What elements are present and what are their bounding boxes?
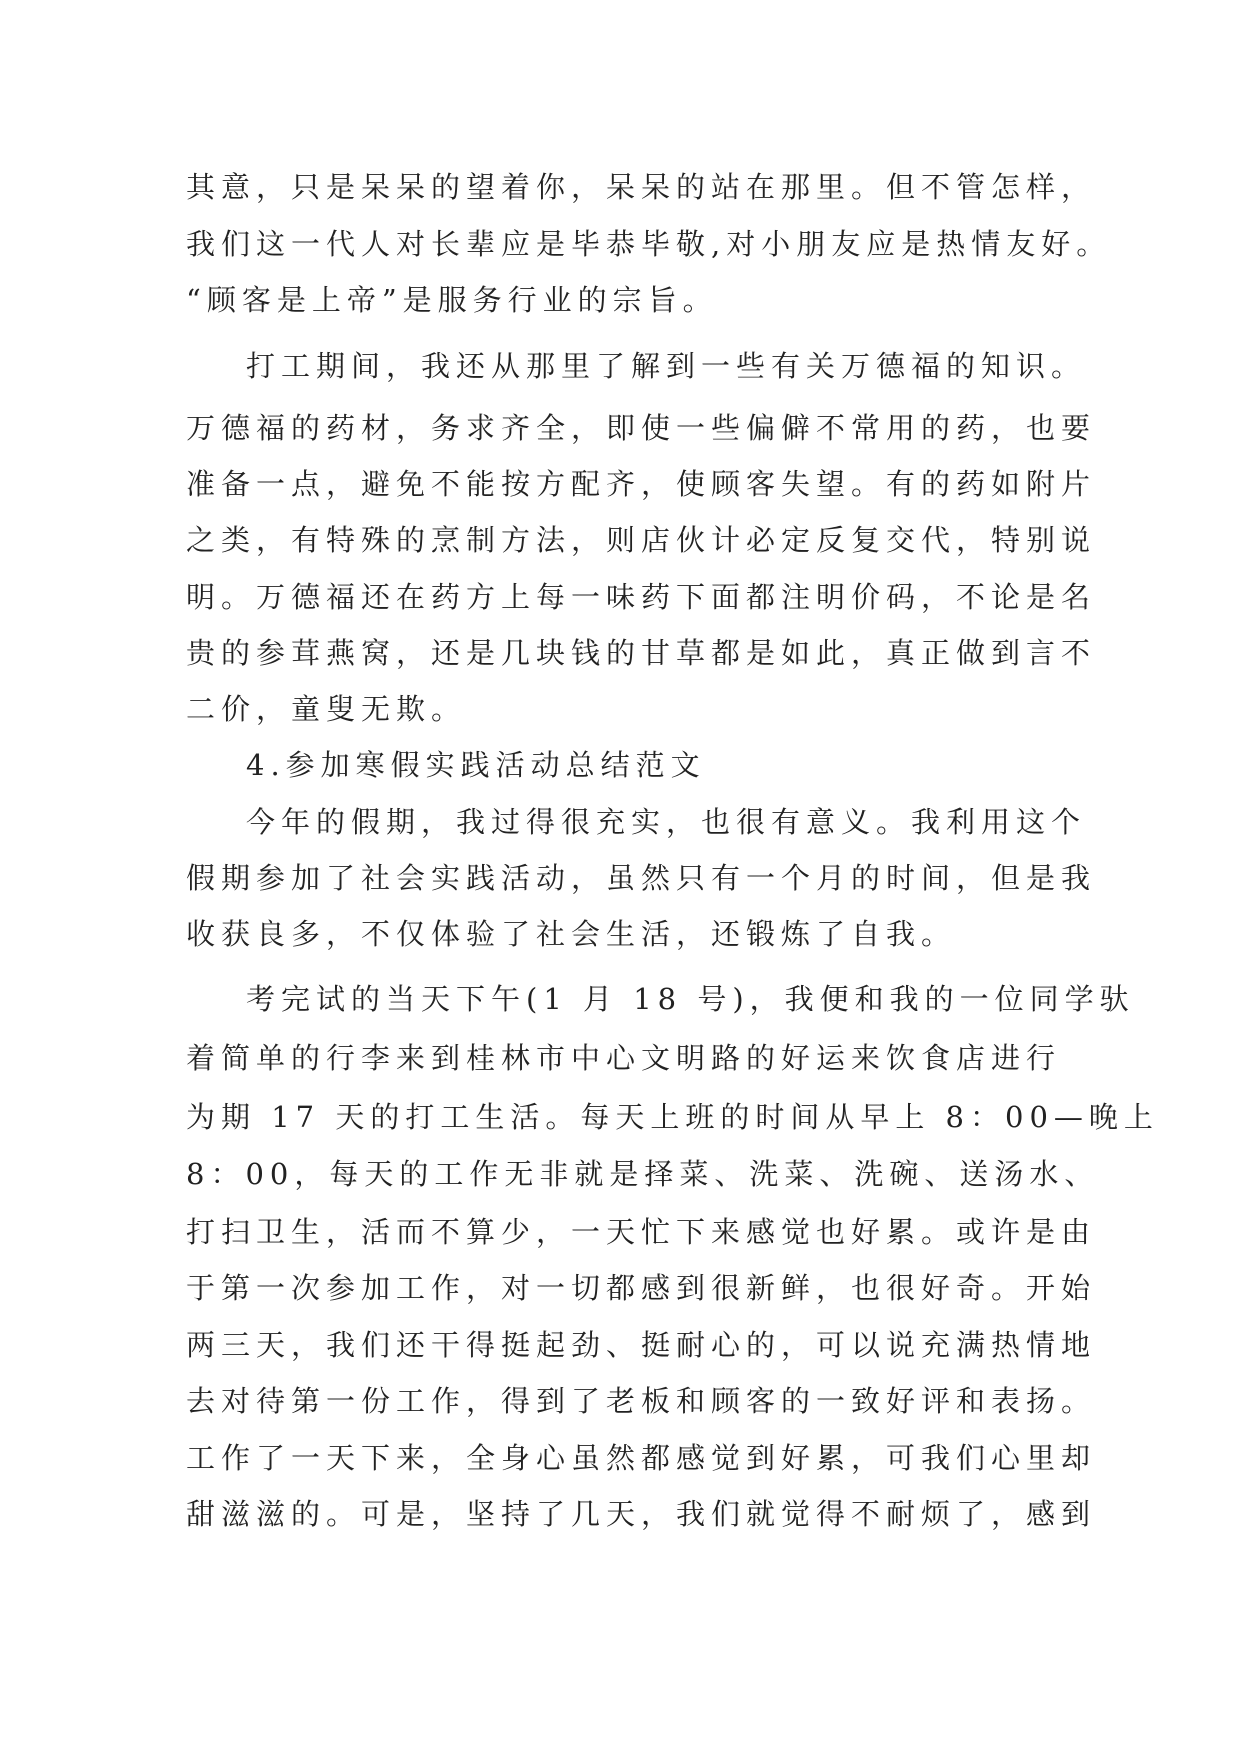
text-line: 二价，童叟无欺。: [186, 692, 467, 726]
text-line: 8：00，每天的工作无非就是择菜、洗菜、洗碗、送汤水、: [186, 1157, 1100, 1191]
text-line: 万德福的药材，务求齐全，即使一些偏僻不常用的药，也要: [186, 411, 1097, 445]
text-line: 假期参加了社会实践活动，虽然只有一个月的时间，但是我: [186, 861, 1097, 895]
text-line: 于第一次参加工作，对一切都感到很新鲜，也很好奇。开始: [186, 1271, 1097, 1305]
text-line: 两三天，我们还干得挺起劲、挺耐心的，可以说充满热情地: [186, 1328, 1097, 1362]
text-line: 着简单的行李来到桂林市中心文明路的好运来饮食店进行: [186, 1041, 1062, 1075]
text-line: 收获良多，不仅体验了社会生活，还锻炼了自我。: [186, 917, 957, 951]
text-line: 甜滋滋的。可是，坚持了几天，我们就觉得不耐烦了，感到: [186, 1497, 1097, 1531]
text-line: 准备一点，避免不能按方配齐，使顾客失望。有的药如附片: [186, 467, 1097, 501]
text-line: 明。万德福还在药方上每一味药下面都注明价码，不论是名: [186, 580, 1097, 614]
text-line: 打工期间，我还从那里了解到一些有关万德福的知识。: [246, 349, 1087, 383]
text-line: 打扫卫生，活而不算少，一天忙下来感觉也好累。或许是由: [186, 1215, 1097, 1249]
text-line: 去对待第一份工作，得到了老板和顾客的一致好评和表扬。: [186, 1384, 1097, 1418]
text-line: 我们这一代人对长辈应是毕恭毕敬,对小朋友应是热情友好。: [186, 227, 1112, 261]
text-line: 之类，有特殊的烹制方法，则店伙计必定反复交代，特别说: [186, 523, 1097, 557]
text-line: 工作了一天下来，全身心虽然都感觉到好累，可我们心里却: [186, 1441, 1097, 1475]
text-line: “顾客是上帝”是服务行业的宗旨。: [186, 283, 718, 317]
text-line: 为期 17 天的打工生活。每天上班的时间从早上 8：00—晚上: [186, 1100, 1159, 1134]
text-line: 其意，只是呆呆的望着你，呆呆的站在那里。但不管怎样，: [186, 170, 1097, 204]
section-heading: 4.参加寒假实践活动总结范文: [246, 748, 706, 782]
text-line: 今年的假期，我过得很充实，也很有意义。我利用这个: [246, 805, 1087, 839]
text-line: 贵的参茸燕窝，还是几块钱的甘草都是如此，真正做到言不: [186, 636, 1097, 670]
text-line: 考完试的当天下午(1 月 18 号)，我便和我的一位同学驮: [246, 982, 1135, 1016]
